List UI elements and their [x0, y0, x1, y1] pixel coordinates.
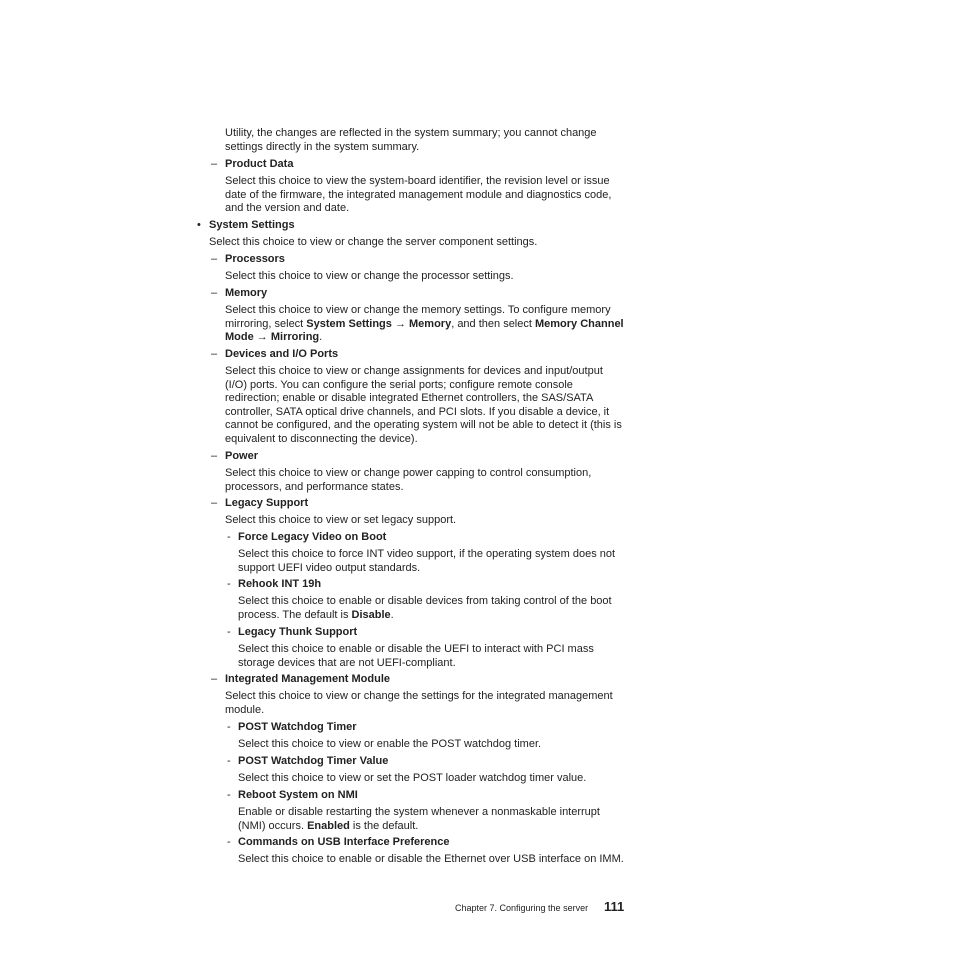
dash-marker: – — [211, 673, 218, 685]
paragraph: Select this choice to view or set the POST loader watchdog timer value. — [238, 772, 587, 784]
heading-devices: Devices and I/O Ports — [225, 348, 339, 360]
heading-power: Power — [225, 450, 259, 462]
heading-product-data: Product Data — [225, 158, 294, 170]
bold-term: Mirroring — [270, 331, 320, 344]
text: Select this choice to enable or disable devices from taking control of the boot process. The default is — [238, 595, 612, 621]
paragraph: Select this choice to view the system-board identifier, the revision level or issue date of the firmware, the integrated management module and diagnostics code, and the version and date. — [225, 175, 612, 215]
dash-marker: – — [211, 253, 218, 265]
dash-marker: – — [211, 450, 218, 462]
hyphen-marker: - — [227, 836, 231, 848]
dash-marker: – — [211, 287, 218, 299]
heading-processors: Processors — [225, 253, 285, 265]
paragraph: Select this choice to view or change the settings for the integrated management module. — [225, 690, 613, 716]
paragraph: Select this choice to view or change the processor settings. — [225, 270, 514, 282]
paragraph: Select this choice to enable or disable the Ethernet over USB interface on IMM. — [238, 853, 624, 865]
arrow: → — [256, 331, 268, 344]
hyphen-marker: - — [227, 531, 231, 543]
paragraph — [225, 304, 627, 345]
arrow: → — [394, 317, 406, 330]
text: Enable or disable restarting the system whenever a nonmaskable interrupt (NMI) occurs. — [238, 806, 600, 832]
text: . — [319, 331, 323, 344]
heading-post-watchdog: POST Watchdog Timer — [238, 721, 357, 733]
bold-term: Memory Channel Mode — [225, 317, 624, 344]
paragraph — [238, 595, 628, 622]
heading-memory: Memory — [225, 287, 268, 299]
hyphen-marker: - — [227, 789, 231, 801]
paragraph: Select this choice to view or enable the POST watchdog timer. — [238, 738, 542, 750]
dash-marker: – — [211, 158, 218, 170]
hyphen-marker: - — [227, 626, 231, 638]
dash-marker: – — [211, 497, 218, 509]
heading-system-settings: System Settings — [209, 219, 295, 231]
paragraph: Select this choice to view or change power capping to control consumption, processors, and performance states. — [225, 467, 592, 493]
page-number: 111 — [604, 899, 625, 914]
bold-term: System Settings — [306, 317, 392, 330]
bullet-marker: • — [197, 219, 201, 231]
paragraph: Utility, the changes are reflected in the system summary; you cannot change settings directly in the system summary. — [225, 127, 597, 153]
hyphen-marker: - — [227, 755, 231, 767]
paragraph: Select this choice to enable or disable the UEFI to interact with PCI mass storage devices that are not UEFI-compliant. — [238, 643, 594, 669]
paragraph: Select this choice to force INT video support, if the operating system does not support UEFI video output standards. — [238, 548, 616, 574]
footer-chapter: Chapter 7. Configuring the server — [455, 903, 589, 913]
text: , and then select — [451, 317, 535, 330]
bold-term: Disable — [351, 608, 391, 621]
heading-legacy-support: Legacy Support — [225, 497, 309, 509]
text: is the default. — [349, 819, 419, 832]
text: . — [390, 608, 394, 621]
paragraph — [238, 806, 628, 833]
hyphen-marker: - — [227, 721, 231, 733]
hyphen-marker: - — [227, 578, 231, 590]
text: Select this choice to view or change the memory settings. To configure memory mirroring, select — [225, 304, 611, 330]
heading-imm: Integrated Management Module — [225, 673, 391, 685]
heading-rehook: Rehook INT 19h — [238, 578, 322, 590]
heading-usb-pref: Commands on USB Interface Preference — [238, 836, 450, 848]
heading-reboot-nmi: Reboot System on NMI — [238, 789, 358, 801]
heading-thunk: Legacy Thunk Support — [238, 626, 358, 638]
bold-term: Enabled — [307, 819, 350, 832]
heading-force-legacy: Force Legacy Video on Boot — [238, 531, 387, 543]
paragraph: Select this choice to view or change the server component settings. — [209, 236, 538, 248]
paragraph: Select this choice to view or set legacy support. — [225, 514, 457, 526]
paragraph: Select this choice to view or change assignments for devices and input/output (I/O) ports. You can configure the serial ports; configure remote console redirection; enable or disable integrated Ethernet controllers, the SAS/SATA controller, SATA optical drive channels, and PCI slots. If you disable a device, it cannot be configured, and the operating system will not be able to detect it (this is equivalent to disconnecting the device). — [225, 365, 622, 445]
dash-marker: – — [211, 348, 218, 360]
bold-term: Memory — [409, 317, 452, 330]
heading-post-watchdog-value: POST Watchdog Timer Value — [238, 755, 389, 767]
